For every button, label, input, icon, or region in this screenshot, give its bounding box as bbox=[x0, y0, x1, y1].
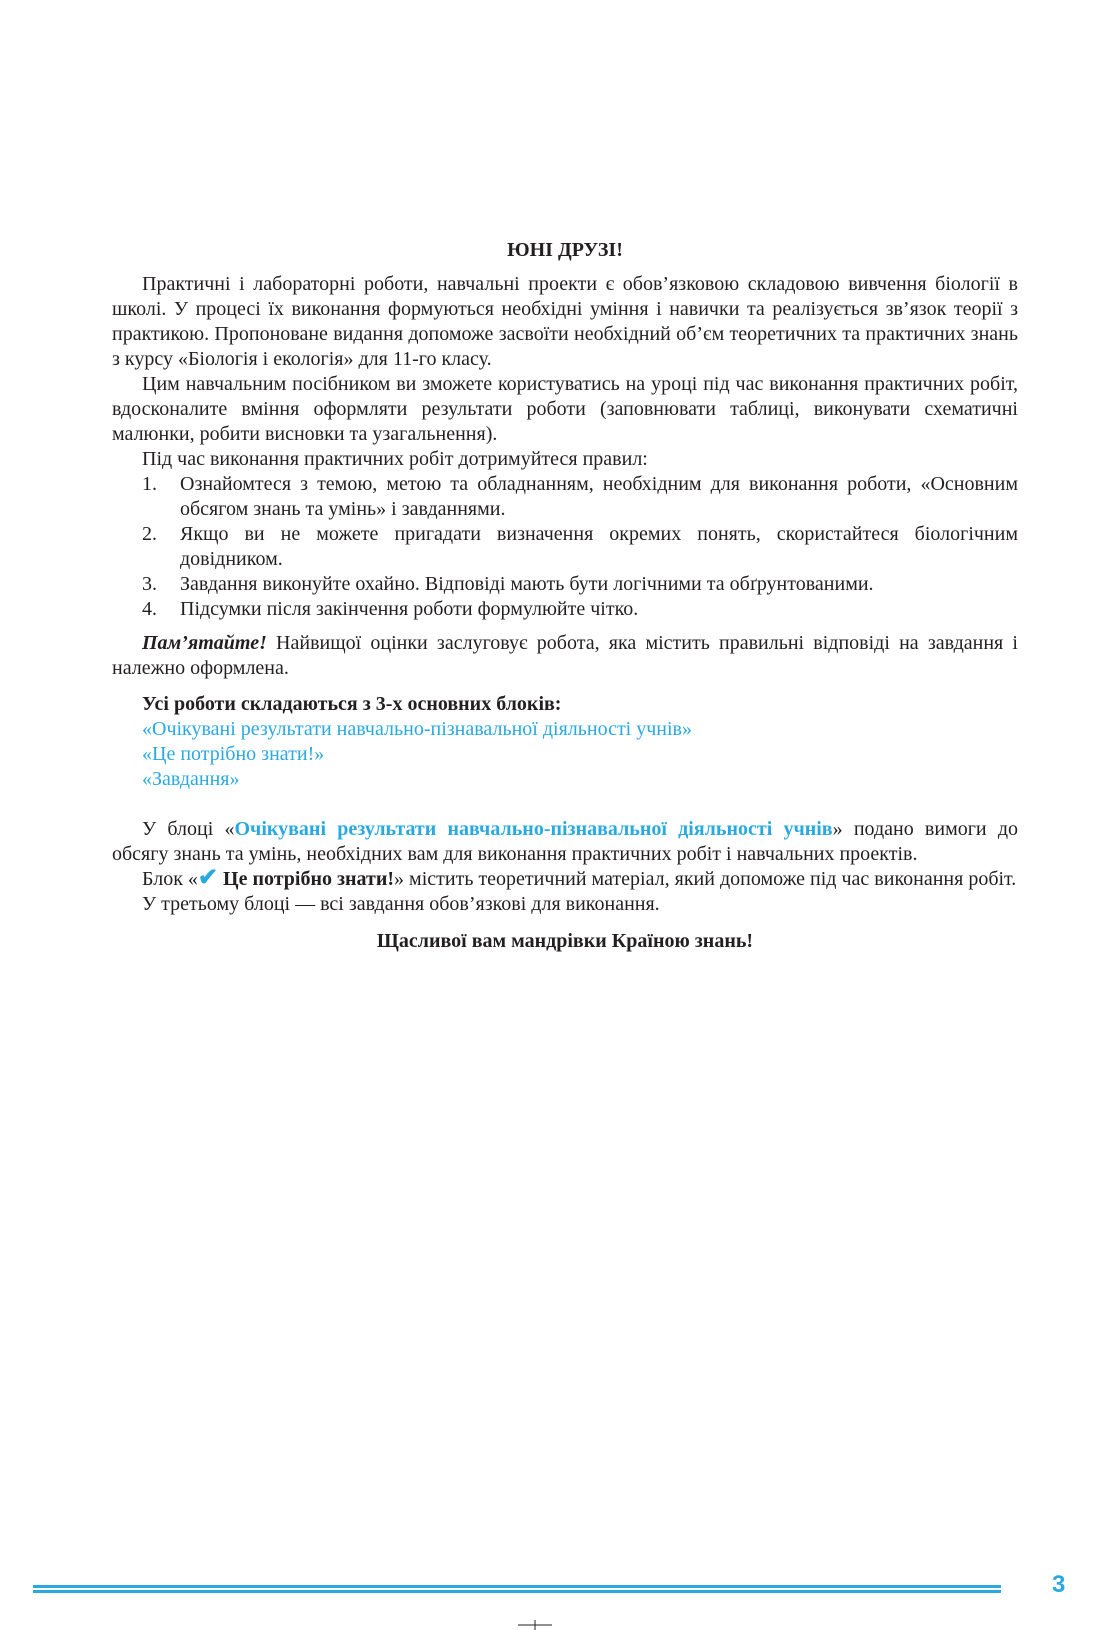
explain-paragraph-3: У третьому блоці — всі завдання обов’язкові для виконання. bbox=[142, 893, 660, 915]
explain-paragraph-2 bbox=[112, 867, 1018, 892]
list-item-text: Якщо ви не можете пригадати визначення окремих понять, скористайтеся біологічним довідником. bbox=[180, 523, 1018, 570]
intro-paragraph-1: Практичні і лабораторні роботи, навчальні проекти є обов’язковою складовою вивчення біології в школі. У процесі їх виконання формуються необхідні уміння і навички та реалізується зв’язок теорії з практикою. Пропоноване видання допоможе засвоїти необхідний об’єм теоретичних та практичних знань з курсу «Біологія і екологія» для 11-го класу. bbox=[112, 273, 1018, 370]
list-item bbox=[112, 597, 1018, 622]
closing-line: Щасливої вам мандрівки Країною знань! bbox=[376, 930, 754, 952]
rules-list bbox=[112, 472, 1018, 622]
intro-paragraph-3: Під час виконання практичних робіт дотримуйтеся правил: bbox=[142, 448, 648, 470]
page-content bbox=[112, 238, 1018, 954]
block-item-tasks: «Завдання» bbox=[142, 768, 240, 790]
list-item-text: Завдання виконуйте охайно. Відповіді мають бути логічними та обґрунтованими. bbox=[180, 573, 874, 595]
list-item bbox=[112, 472, 1018, 522]
explain1-after: » подано вимоги до обсягу знань та умінь, необхідних вам для виконання практичних робіт і навчальних проектів. bbox=[112, 818, 1019, 865]
explain1-before: У блоці « bbox=[142, 818, 235, 840]
list-item-number: 3. bbox=[142, 573, 157, 595]
block-item-expected-results: «Очікувані результати навчально-пізнавальної діяльності учнів» bbox=[142, 718, 692, 740]
block-item-need-to-know: «Це потрібно знати!» bbox=[142, 743, 325, 765]
page-title: ЮНІ ДРУЗІ! bbox=[507, 239, 623, 261]
list-item bbox=[112, 572, 1018, 597]
remember-paragraph bbox=[112, 631, 1018, 681]
list-item-number: 2. bbox=[142, 523, 157, 545]
blocks-section bbox=[112, 692, 1018, 792]
remember-lead: Пам’ятайте! bbox=[142, 632, 267, 654]
list-item bbox=[112, 522, 1018, 572]
footer-rule-bottom bbox=[33, 1590, 1001, 1593]
remember-text: Найвищої оцінки заслуговує робота, яка містить правильні відповіді на завдання і належно оформлена. bbox=[112, 632, 1018, 679]
page-number: 3 bbox=[1052, 1571, 1066, 1598]
list-item-number: 1. bbox=[142, 473, 157, 495]
blocks-heading: Усі роботи складаються з 3-х основних блоків: bbox=[142, 693, 562, 715]
list-item-text: Підсумки після закінчення роботи формулюйте чітко. bbox=[180, 598, 639, 620]
footer-rule bbox=[33, 1585, 1001, 1593]
explain1-highlight: Очікувані результати навчально-пізнавальної діяльності учнів bbox=[234, 818, 833, 840]
intro-paragraph-2: Цим навчальним посібником ви зможете користуватись на уроці під час виконання практичних робіт, вдосконалите вміння оформляти результати роботи (заповнювати таблиці, виконувати схематичні малюнки, робити висновки та узагальнення). bbox=[112, 373, 1018, 445]
footer-rule-top bbox=[33, 1585, 1001, 1588]
explain2-after: » містить теоретичний матеріал, який допоможе під час виконання робіт. bbox=[394, 868, 1017, 890]
list-item-number: 4. bbox=[142, 598, 157, 620]
explain-paragraph-1 bbox=[112, 817, 1018, 867]
explain2-bold: Це потрібно знати! bbox=[218, 868, 395, 890]
crop-mark-icon bbox=[518, 1620, 552, 1630]
explain2-before: Блок « bbox=[142, 868, 198, 890]
list-item-text: Ознайомтеся з темою, метою та обладнанням, необхідним для виконання роботи, «Основним обсягом знань та умінь» і завданнями. bbox=[180, 473, 1018, 520]
checkmark-icon: ✔ bbox=[197, 865, 219, 891]
